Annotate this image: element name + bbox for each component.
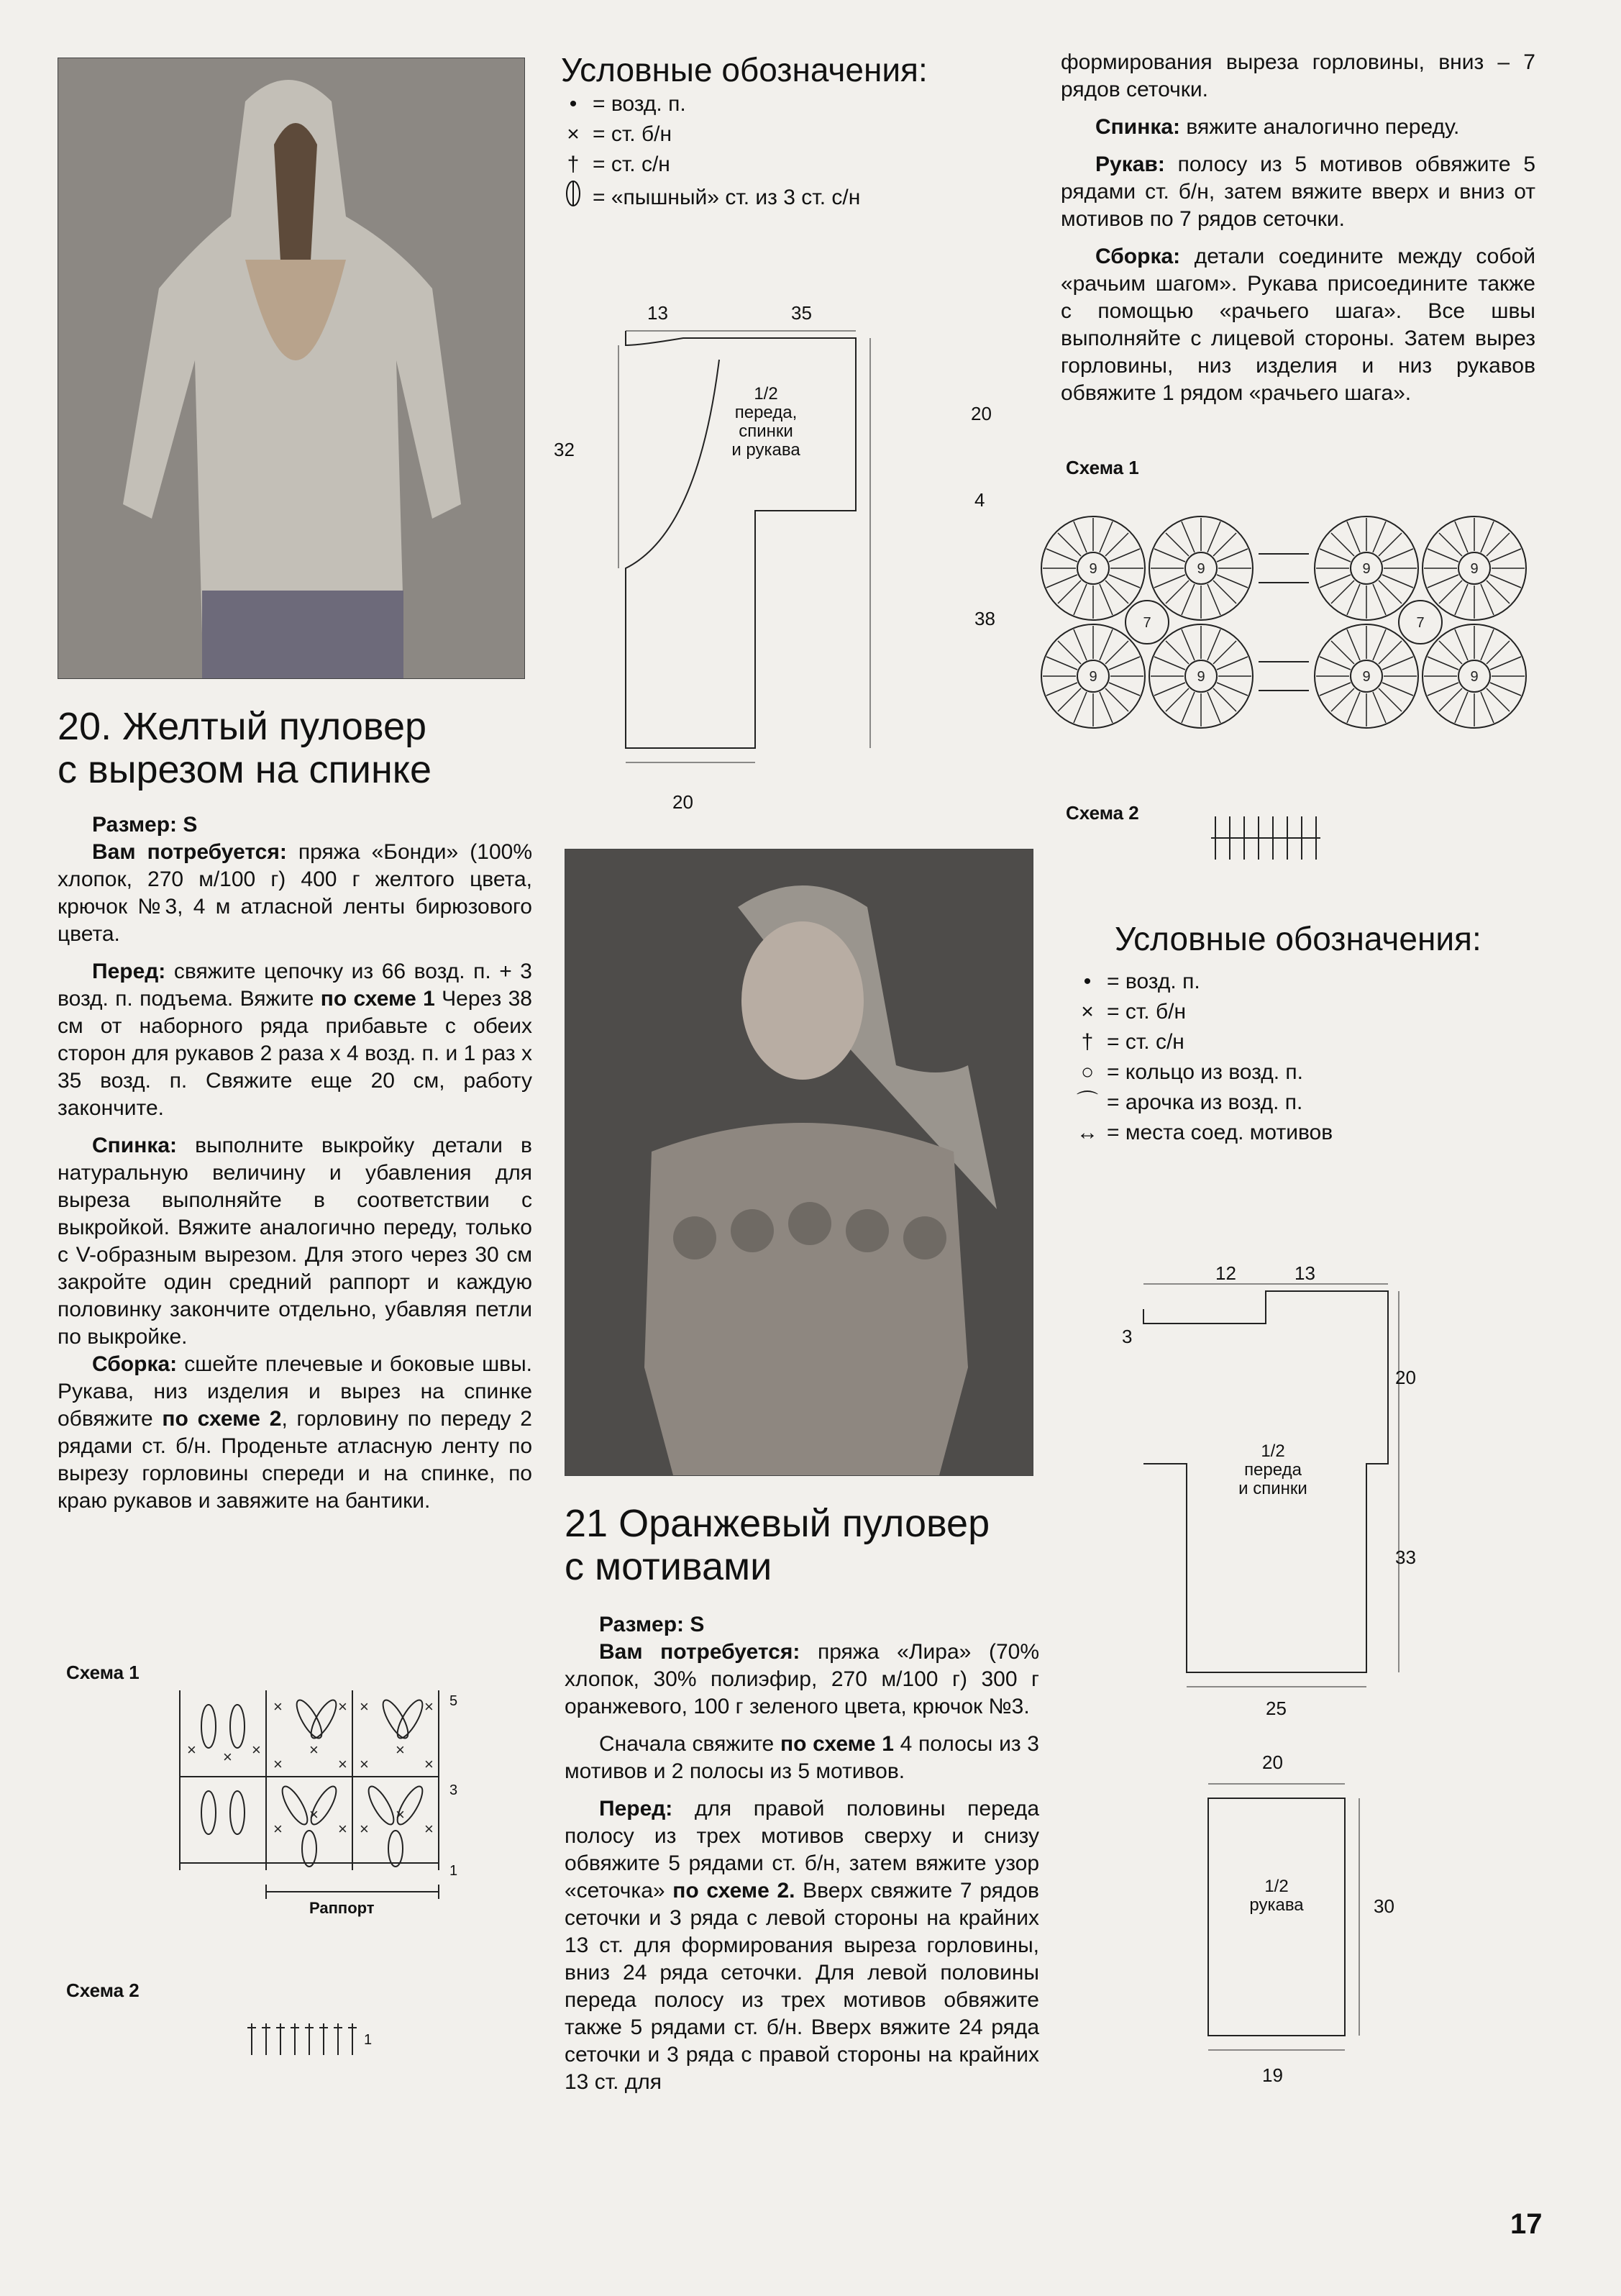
schema-1-label-left: Схема 1	[66, 1662, 140, 1683]
pattern-1-diagram	[554, 295, 1043, 820]
motif-9-label: 9	[1470, 669, 1479, 685]
double-crochet-icon: †	[1081, 1030, 1094, 1054]
pattern-1-label: 1/2 переда, спинки и рукава	[731, 384, 800, 460]
svg-text:×: ×	[360, 1755, 369, 1773]
pattern-3-label: 1/2 рукава	[1249, 1877, 1304, 1915]
dim-32: 32	[554, 439, 575, 460]
legend-2-row: ⌒ = арочка из возд. п.	[1075, 1088, 1535, 1118]
legend-2-row: • = возд. п.	[1075, 967, 1535, 997]
svg-text:×: ×	[424, 1698, 434, 1716]
article-20-body	[58, 811, 532, 1515]
dim-20: 20	[1262, 1751, 1283, 1773]
svg-text:×: ×	[360, 1820, 369, 1838]
svg-text:×: ×	[273, 1820, 283, 1838]
schema-2-net-diagram	[1208, 809, 1338, 867]
motif-9-label: 9	[1362, 669, 1371, 685]
schema-2-label-left: Схема 2	[66, 1980, 140, 2001]
continued-paragraph: формирования выреза горловины, вниз – 7 рядов сеточки.	[1061, 50, 1535, 101]
dim-38: 38	[974, 608, 995, 629]
legend-1-row: × = ст. б/н	[561, 119, 1021, 150]
back-paragraph: Спинка: вяжите аналогично переду.	[1095, 115, 1460, 139]
dim-3: 3	[1122, 1326, 1133, 1347]
dim-12: 12	[1215, 1262, 1236, 1284]
article-21-body	[565, 1611, 1039, 2096]
svg-text:×: ×	[309, 1805, 319, 1823]
legend-2	[1075, 919, 1535, 1148]
motif-9-label: 9	[1362, 561, 1371, 577]
legend-1	[561, 50, 1021, 216]
legend-2-title: Условные обозначения:	[1115, 920, 1481, 957]
svg-text:×: ×	[273, 1755, 283, 1773]
assembly-paragraph: Сборка: сшейте плечевые и боковые швы. Рукава, низ изделия и вырез на спинке обвяжите по схеме 2, горловину по переду 2 рядами ст. б/н. Проденьте атласную ленту по вырезу горловины спереди и на спинке, по краю рукавов и завяжите на бантики.	[58, 1352, 532, 1513]
back-paragraph: Спинка: выполните выкройку детали в натуральную величину и убавления для выреза выполняйте в соответствии с выкройкой. Вяжите аналогично переду, только с V-образным вырезом. Для этого через 30 см закройте один средний раппорт и каждую половинку закончите отдельно, убавляя петли по выкройке.	[58, 1134, 532, 1349]
pattern-3-diagram	[1179, 1748, 1424, 2093]
motif-9-label: 9	[1197, 561, 1205, 577]
chain-stitch-icon: •	[1083, 970, 1092, 993]
dim-25: 25	[1266, 1698, 1287, 1719]
front-paragraph: Перед: для правой половины переда полосу из трех мотивов сверху и снизу обвяжите 5 рядами ст. б/н, затем вяжите узор «сеточка» по схеме 2. Вверх свяжите 7 рядов сеточки и 3 ряда с левой стороны на крайних 13 ст. для формирования выреза горловины, вниз 24 ряда сеточки. Для левой половины переда полосу из трех мотивов обвяжите также 5 рядами ст. б/н. Вверх вяжите 24 ряда сеточки и 3 ряда с правой стороны на крайних 13 ст. для	[565, 1797, 1039, 2094]
schema-1-label-right: Схема 1	[1066, 457, 1139, 478]
svg-text:×: ×	[396, 1741, 405, 1759]
dim-20: 20	[1395, 1367, 1416, 1388]
pattern-2-label: 1/2 переда и спинки	[1238, 1441, 1307, 1498]
dim-20: 20	[971, 403, 992, 424]
schema-1-motifs-diagram	[1028, 504, 1539, 748]
chain-arch-icon: ⌒	[1077, 1090, 1098, 1114]
double-crochet-icon: †	[567, 152, 580, 176]
svg-text:×: ×	[338, 1698, 347, 1716]
photo-yellow-pullover	[58, 58, 525, 679]
rapport-label: Раппорт	[309, 1899, 375, 1917]
puff-stitch-icon	[561, 180, 585, 216]
size-label: Размер: S	[92, 813, 198, 837]
materials-paragraph: Вам потребуется: пряжа «Бонди» (100% хлопок, 270 м/100 г) 400 г желтого цвета, крючок №3, 4 м атласной ленты бирюзового цвета.	[58, 840, 533, 946]
legend-2-row: ○ = кольцо из возд. п.	[1075, 1057, 1535, 1088]
dim-35: 35	[791, 302, 812, 324]
chain-stitch-icon: •	[569, 92, 577, 116]
photo-orange-pullover	[565, 849, 1033, 1476]
dim-4: 4	[974, 489, 985, 511]
dim-33: 33	[1395, 1546, 1416, 1568]
article-20-title: 20. Желтый пуловер с вырезом на спинке	[58, 705, 432, 791]
motif-9-label: 9	[1089, 669, 1097, 685]
svg-text:×: ×	[338, 1755, 347, 1773]
svg-text:×: ×	[424, 1755, 434, 1773]
legend-1-row: † = ст. с/н	[561, 150, 1021, 180]
svg-text:×: ×	[360, 1698, 369, 1716]
chain-ring-icon: ○	[1080, 1060, 1095, 1084]
legend-1-title: Условные обозначения:	[561, 51, 928, 88]
row-5-label: 5	[449, 1693, 458, 1709]
single-crochet-icon: ×	[1081, 1000, 1094, 1024]
pattern-2-diagram	[1108, 1262, 1467, 1723]
svg-text:×: ×	[252, 1741, 261, 1759]
svg-text:×: ×	[396, 1805, 405, 1823]
svg-text:×: ×	[424, 1820, 434, 1838]
svg-text:×: ×	[223, 1748, 232, 1766]
article-21-title: 21 Оранжевый пуловер с мотивами	[565, 1502, 990, 1588]
legend-2-row: † = ст. с/н	[1075, 1027, 1535, 1057]
materials-paragraph: Вам потребуется: пряжа «Лира» (70% хлопок, 30% полиэфир, 270 м/100 г) 300 г оранжевого, 100 г зеленого цвета, крючок №3.	[565, 1640, 1039, 1718]
page-number: 17	[1510, 2208, 1543, 2240]
svg-text:×: ×	[338, 1820, 347, 1838]
schema-2-diagram-left	[245, 2018, 388, 2061]
row-1-label: 1	[364, 2032, 373, 2048]
dim-13: 13	[647, 302, 668, 324]
size-label: Размер: S	[599, 1613, 705, 1636]
dim-19: 19	[1262, 2064, 1283, 2086]
sleeve-paragraph: Рукав: полосу из 5 мотивов обвяжите 5 рядами ст. б/н, затем вяжите вверх и вниз от мотивов по 7 рядов сеточки.	[1061, 152, 1535, 231]
legend-1-row: • = возд. п.	[561, 89, 1021, 119]
motif-7-label: 7	[1143, 615, 1151, 631]
dim-20-bottom: 20	[672, 791, 693, 813]
legend-2-row: ↔ = места соед. мотивов	[1075, 1118, 1535, 1148]
motif-7-label: 7	[1416, 615, 1425, 631]
dim-13: 13	[1294, 1262, 1315, 1284]
dim-30: 30	[1374, 1895, 1394, 1917]
schema-1-diagram-left	[165, 1683, 489, 1942]
legend-1-row: = «пышный» ст. из 3 ст. с/н	[561, 180, 1021, 216]
svg-text:×: ×	[273, 1698, 283, 1716]
motif-9-label: 9	[1089, 561, 1097, 577]
motif-9-label: 9	[1470, 561, 1479, 577]
motif-9-label: 9	[1197, 669, 1205, 685]
row-1-label: 1	[449, 1863, 458, 1879]
join-arrows-icon: ↔	[1077, 1121, 1098, 1144]
svg-text:×: ×	[309, 1741, 319, 1759]
intro-paragraph: Сначала свяжите по схеме 1 4 полосы из 3 мотивов и 2 полосы из 5 мотивов.	[565, 1732, 1039, 1783]
front-paragraph: Перед: свяжите цепочку из 66 возд. п. + 3 возд. п. подъема. Вяжите по схеме 1 Через 38 см от наборного ряда прибавьте с обеих сторон для рукавов 2 раза х 4 возд. п. и 1 раз х 35 возд. п. Свяжите еще 20 см, работу закончите.	[58, 960, 532, 1120]
article-21-continued	[1061, 49, 1535, 407]
legend-2-row: × = ст. б/н	[1075, 997, 1535, 1027]
schema-2-label-right: Схема 2	[1066, 802, 1139, 824]
row-3-label: 3	[449, 1782, 458, 1798]
svg-text:×: ×	[187, 1741, 196, 1759]
single-crochet-icon: ×	[567, 122, 580, 146]
assembly-paragraph: Сборка: детали соедините между собой «рачьим шагом». Рукава присоедините также с помощью «рачьего шага». Все швы выполняйте с лицевой стороны. Затем вырез горловины, низ изделия и низ рукавов обвяжите 1 рядом «рачьего шага».	[1061, 245, 1535, 405]
